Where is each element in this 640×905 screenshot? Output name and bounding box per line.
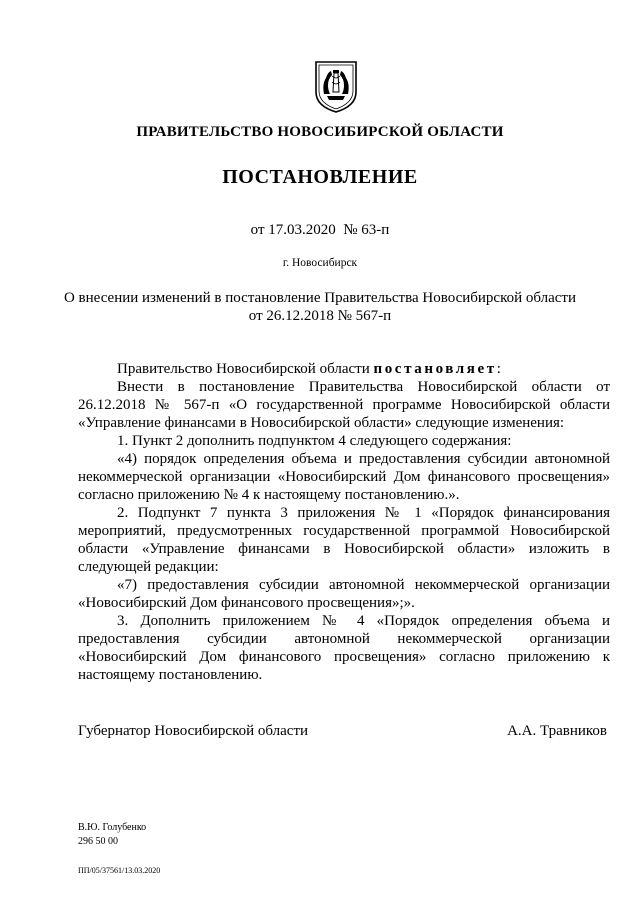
body-paragraph: «7) предоставления субсидии автономной некоммерческой организации «Новосибирский Дом финансового просвещения»;».: [78, 577, 610, 611]
body-paragraph: 3. Дополнить приложением № 4 «Порядок определения объема и предоставления субсидии автономной некоммерческой организации «Новосибирский Дом финансового просвещения» согласно приложению к настоящему постановлению.: [78, 613, 610, 683]
intro-prefix: Правительство Новосибирской области: [117, 361, 374, 377]
government-name: ПРАВИТЕЛЬСТВО НОВОСИБИРСКОЙ ОБЛАСТИ: [136, 124, 504, 140]
document-body: [78, 360, 610, 684]
registration-code: ПП/05/37561/13.03.2020: [78, 866, 161, 875]
signatory-position: Губернатор Новосибирской области: [78, 723, 309, 739]
body-paragraph: 2. Подпункт 7 пункта 3 приложения № 1 «Порядок финансирования мероприятий, предусмотренных государственной программой Новосибирской области «Управление финансами в Новосибирской области» изложить в следующей редакции:: [78, 505, 610, 575]
body-paragraph: «4) порядок определения объема и предоставления субсидии автономной некоммерческой организации «Новосибирский Дом финансового просвещения» согласно приложению № 4 к настоящему постановлению.».: [78, 451, 610, 503]
executor-name: В.Ю. Голубенко: [78, 822, 147, 833]
document-type-title: ПОСТАНОВЛЕНИЕ: [222, 166, 418, 188]
signatory-name: А.А. Травников: [507, 723, 607, 739]
resolution-intro: [78, 360, 610, 378]
coat-of-arms-emblem: [313, 58, 359, 114]
document-subject: [0, 289, 640, 325]
document-city: г. Новосибирск: [282, 257, 358, 269]
intro-suffix: :: [496, 361, 501, 377]
intro-resolves-word: постановляет: [373, 361, 497, 377]
subject-line-2: от 26.12.2018 № 567-п: [248, 308, 392, 324]
body-paragraph: Внести в постановление Правительства Новосибирской области от 26.12.2018 № 567-п «О государственной программе Новосибирской области «Управление финансами в Новосибирской области» следующие изменения:: [78, 379, 610, 431]
executor-phone: 296 50 00: [78, 836, 118, 847]
body-paragraph: 1. Пункт 2 дополнить подпунктом 4 следующего содержания:: [117, 433, 512, 449]
subject-line-1: О внесении изменений в постановление Правительства Новосибирской области: [63, 290, 577, 306]
document-date-number: от 17.03.2020 № 63-п: [250, 222, 390, 238]
